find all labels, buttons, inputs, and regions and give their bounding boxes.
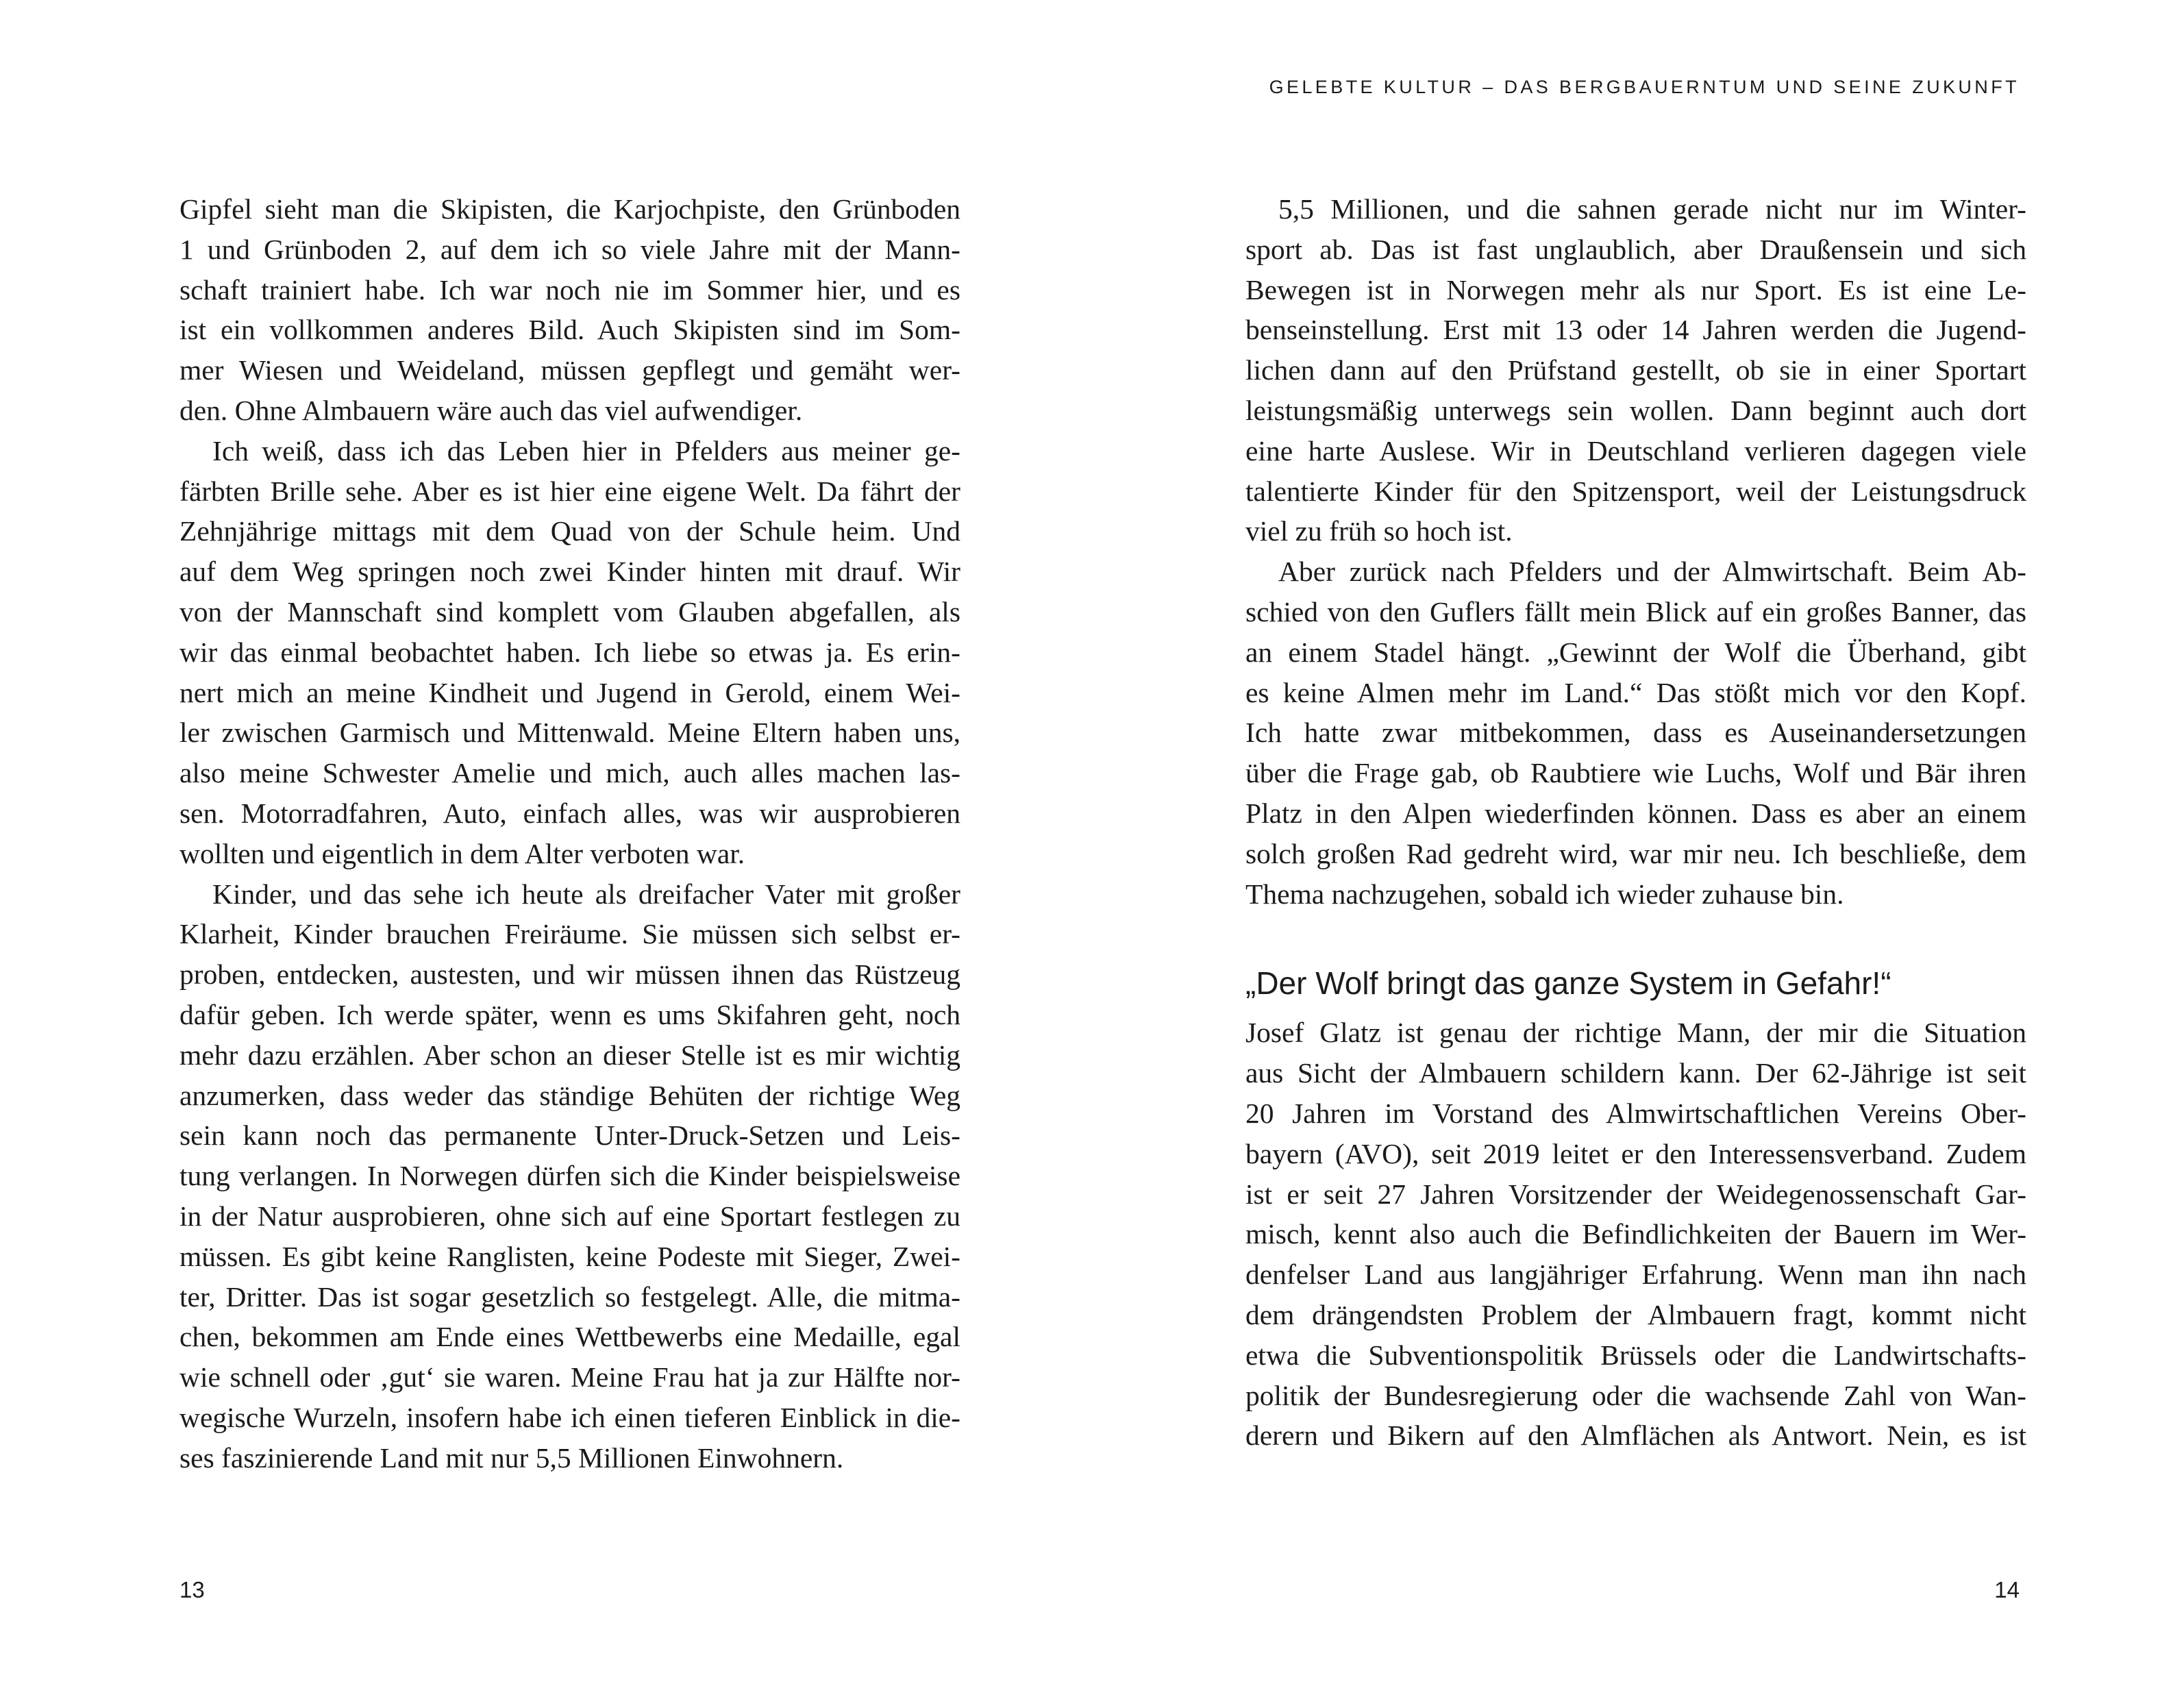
text-line: 5,5 Millionen, und die sahnen gerade nicht nur im Winter- <box>1278 193 2026 225</box>
section-heading: „Der Wolf bringt das ganze System in Gefahr!“ <box>1245 965 1891 1002</box>
text-line: nert mich an meine Kindheit und Jugend in Gerold, einem Wei- <box>179 676 960 708</box>
text-line: auf dem Weg springen noch zwei Kinder hinten mit drauf. Wir <box>179 556 960 588</box>
text-line: von der Mannschaft sind komplett vom Glauben abgefallen, als <box>179 595 960 628</box>
text-line: wegische Wurzeln, insofern habe ich einen tieferen Einblick in die- <box>179 1401 960 1433</box>
text-line: Klarheit, Kinder brauchen Freiräume. Sie müssen sich selbst er- <box>179 918 960 950</box>
text-line: sport ab. Das ist fast unglaublich, aber Draußensein und sich <box>1245 233 2026 265</box>
text-line: mehr dazu erzählen. Aber schon an dieser Stelle ist es mir wichtig <box>179 1039 960 1071</box>
text-line: 1 und Grünboden 2, auf dem ich so viele Jahre mit der Mann- <box>179 233 960 265</box>
text-line: eine harte Auslese. Wir in Deutschland verlieren dagegen viele <box>1245 434 2026 467</box>
page-number-right: 14 <box>1994 1577 2020 1602</box>
text-line: in der Natur ausprobieren, ohne sich auf eine Sportart festlegen zu <box>179 1200 960 1232</box>
text-line: Ich hatte zwar mitbekommen, dass es Auseinandersetzungen <box>1245 717 2026 749</box>
text-line: sen. Motorradfahren, Auto, einfach alles, was wir ausprobieren <box>179 797 960 829</box>
text-line: ses faszinierende Land mit nur 5,5 Millionen Einwohnern. <box>179 1441 844 1474</box>
text-line: dafür geben. Ich werde später, wenn es ums Skifahren geht, noch <box>179 998 960 1030</box>
text-line: an einem Stadel hängt. „Gewinnt der Wolf die Überhand, gibt <box>1245 636 2026 668</box>
text-line: misch, kennt also auch die Befindlichkeiten der Bauern im Wer- <box>1245 1218 2026 1250</box>
text-line: ter, Dritter. Das ist sogar gesetzlich so festgelegt. Alle, die mitma- <box>179 1280 960 1313</box>
text-line: es keine Almen mehr im Land.“ Das stößt mich vor den Kopf. <box>1245 676 2026 708</box>
text-line: chen, bekommen am Ende eines Wettbewerbs eine Medaille, egal <box>179 1321 960 1353</box>
text-line: schaft trainiert habe. Ich war noch nie im Sommer hier, und es <box>179 273 960 306</box>
text-line: Zehnjährige mittags mit dem Quad von der Schule heim. Und <box>179 515 960 547</box>
text-line: viel zu früh so hoch ist. <box>1245 515 1513 547</box>
text-line: wir das einmal beobachtet haben. Ich liebe so etwas ja. Es erin- <box>179 636 960 668</box>
text-line: dem drängendsten Problem der Almbauern fragt, kommt nicht <box>1245 1298 2026 1330</box>
text-line: etwa die Subventionspolitik Brüssels oder die Landwirtschafts- <box>1245 1339 2026 1371</box>
text-line: ist ein vollkommen anderes Bild. Auch Skipisten sind im Som- <box>179 314 960 346</box>
text-line: schied von den Guflers fällt mein Blick auf ein großes Banner, das <box>1245 595 2026 628</box>
text-line: Josef Glatz ist genau der richtige Mann, der mir die Situation <box>1245 1017 2026 1049</box>
text-line: Thema nachzugehen, sobald ich wieder zuhause bin. <box>1245 878 1844 910</box>
text-line: lichen dann auf den Prüfstand gestellt, ob sie in einer Sportart <box>1245 354 2026 386</box>
text-line: solch großen Rad gedreht wird, war mir neu. Ich beschließe, dem <box>1245 837 2026 869</box>
text-line: politik der Bundesregierung oder die wachsende Zahl von Wan- <box>1245 1379 2026 1411</box>
text-line: Gipfel sieht man die Skipisten, die Karjochpiste, den Grünboden <box>179 193 960 225</box>
text-line: proben, entdecken, austesten, und wir müssen ihnen das Rüstzeug <box>179 958 960 991</box>
text-line: aus Sicht der Almbauern schildern kann. Der 62-Jährige ist seit <box>1245 1057 2026 1089</box>
text-line: anzumerken, dass weder das ständige Behüten der richtige Weg <box>179 1079 960 1111</box>
text-line: Aber zurück nach Pfelders und der Almwirtschaft. Beim Ab- <box>1278 556 2026 588</box>
text-line: also meine Schwester Amelie und mich, auch alles machen las- <box>179 757 960 789</box>
text-line: mer Wiesen und Weideland, müssen gepflegt und gemäht wer- <box>179 354 960 386</box>
text-line: Bewegen ist in Norwegen mehr als nur Sport. Es ist eine Le- <box>1245 273 2026 306</box>
text-line: bayern (AVO), seit 2019 leitet er den Interessensverband. Zudem <box>1245 1137 2026 1169</box>
text-line: Platz in den Alpen wiederfinden können. Dass es aber an einem <box>1245 797 2026 829</box>
text-line: wie schnell oder ‚gut‘ sie waren. Meine Frau hat ja zur Hälfte nor- <box>179 1361 960 1393</box>
text-line: müssen. Es gibt keine Ranglisten, keine Podeste mit Sieger, Zwei- <box>179 1240 960 1272</box>
text-line: Ich weiß, dass ich das Leben hier in Pfelders aus meiner ge- <box>212 434 960 467</box>
page-number-left: 13 <box>179 1577 205 1602</box>
text-line: 20 Jahren im Vorstand des Almwirtschaftlichen Vereins Ober- <box>1245 1097 2026 1129</box>
text-line: leistungsmäßig unterwegs sein wollen. Dann beginnt auch dort <box>1245 394 2026 426</box>
text-line: ler zwischen Garmisch und Mittenwald. Meine Eltern haben uns, <box>179 717 960 749</box>
text-line: Kinder, und das sehe ich heute als dreifacher Vater mit großer <box>212 878 960 910</box>
text-line: den. Ohne Almbauern wäre auch das viel aufwendiger. <box>179 394 803 426</box>
right-page-body <box>1245 189 2026 1456</box>
left-page-body <box>179 189 960 1478</box>
text-line: tung verlangen. In Norwegen dürfen sich die Kinder beispielsweise <box>179 1160 960 1192</box>
text-line: ist er seit 27 Jahren Vorsitzender der Weidegenossenschaft Gar- <box>1245 1178 2026 1210</box>
text-line: denfelser Land aus langjähriger Erfahrung. Wenn man ihn nach <box>1245 1258 2026 1291</box>
text-line: talentierte Kinder für den Spitzensport, weil der Leistungsdruck <box>1245 475 2026 507</box>
text-line: färbten Brille sehe. Aber es ist hier eine eigene Welt. Da fährt der <box>179 475 960 507</box>
text-line: derern und Bikern auf den Almflächen als Antwort. Nein, es ist <box>1245 1419 2026 1452</box>
text-line: sein kann noch das permanente Unter-Druck-Setzen und Leis- <box>179 1119 960 1152</box>
running-head: GELEBTE KULTUR – DAS BERGBAUERNTUM UND SEINE ZUKUNFT <box>1269 77 2020 97</box>
text-line: über die Frage gab, ob Raubtiere wie Luchs, Wolf und Bär ihren <box>1245 757 2026 789</box>
text-line: wollten und eigentlich in dem Alter verboten war. <box>179 837 745 869</box>
text-line: benseinstellung. Erst mit 13 oder 14 Jahren werden die Jugend- <box>1245 314 2026 346</box>
